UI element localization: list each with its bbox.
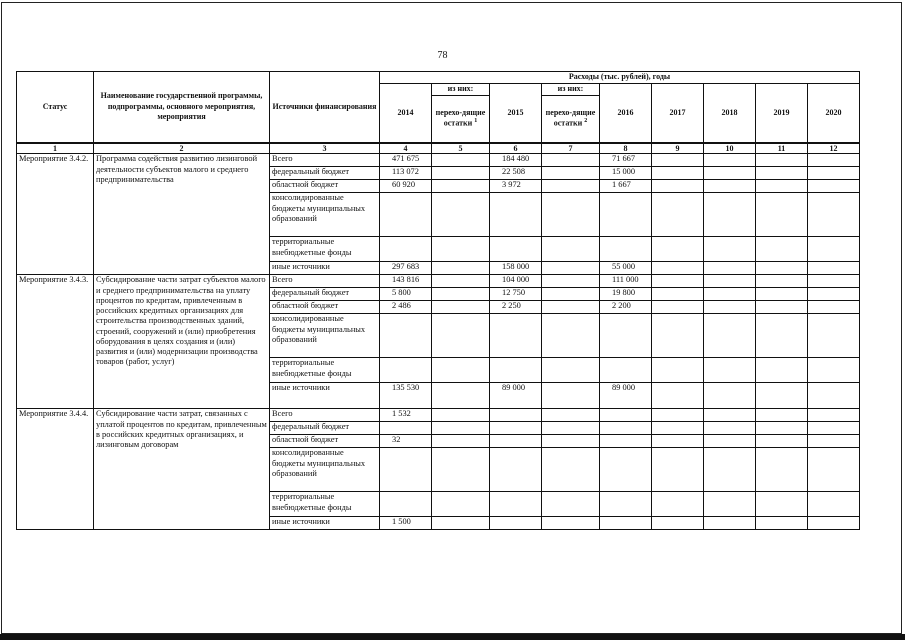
- value-2020: [808, 358, 860, 383]
- value-2014: [380, 422, 432, 435]
- funding-source: федеральный бюджет: [270, 288, 380, 301]
- value-2018: [704, 167, 756, 180]
- scanner-bottom-edge: [0, 634, 905, 640]
- value-2020: [808, 301, 860, 314]
- carryover-2014: [432, 301, 490, 314]
- value-2016: [600, 448, 652, 492]
- value-2015: [490, 237, 542, 262]
- value-2018: [704, 435, 756, 448]
- value-2020: [808, 448, 860, 492]
- carryover-2014: [432, 422, 490, 435]
- carryover-2015: [542, 167, 600, 180]
- value-2020: [808, 288, 860, 301]
- funding-source: территориальные внебюджетные фонды: [270, 237, 380, 262]
- page-number: 78: [437, 50, 448, 61]
- header-carryover-2014: перехо-дящие остатки $^1$: [432, 96, 490, 143]
- value-2020: [808, 435, 860, 448]
- value-2014: 1 500: [380, 517, 432, 530]
- funding-source: иные источники: [270, 262, 380, 275]
- carryover-2014: [432, 180, 490, 193]
- measure-status: Мероприятие 3.4.2.: [17, 154, 94, 275]
- funding-source: Всего: [270, 409, 380, 422]
- carryover-2015: [542, 435, 600, 448]
- table-row: [17, 275, 860, 288]
- value-2017: [652, 435, 704, 448]
- value-2018: [704, 517, 756, 530]
- value-2020: [808, 154, 860, 167]
- header-year-2018: 2018: [704, 84, 756, 143]
- value-2015: [490, 492, 542, 517]
- value-2018: [704, 383, 756, 409]
- value-2015: [490, 435, 542, 448]
- carryover-2015: [542, 448, 600, 492]
- carryover-2015: [542, 180, 600, 193]
- value-2017: [652, 301, 704, 314]
- value-2018: [704, 237, 756, 262]
- value-2017: [652, 409, 704, 422]
- value-2017: [652, 262, 704, 275]
- value-2014: [380, 448, 432, 492]
- value-2014: 297 683: [380, 262, 432, 275]
- value-2020: [808, 409, 860, 422]
- funding-source: консолидированные бюджеты муниципальных образований: [270, 193, 380, 237]
- header-year-2017: 2017: [652, 84, 704, 143]
- funding-source: иные источники: [270, 383, 380, 409]
- header-year-2015: 2015: [490, 84, 542, 143]
- value-2015: 2 250: [490, 301, 542, 314]
- carryover-2015: [542, 288, 600, 301]
- value-2016: 1 667: [600, 180, 652, 193]
- value-2018: [704, 301, 756, 314]
- value-2015: 89 000: [490, 383, 542, 409]
- value-2014: 1 532: [380, 409, 432, 422]
- value-2016: 89 000: [600, 383, 652, 409]
- carryover-2015: [542, 154, 600, 167]
- value-2015: [490, 422, 542, 435]
- value-2017: [652, 422, 704, 435]
- funding-source: Всего: [270, 154, 380, 167]
- value-2014: 135 530: [380, 383, 432, 409]
- carryover-2014: [432, 435, 490, 448]
- carryover-2015: [542, 383, 600, 409]
- value-2020: [808, 517, 860, 530]
- value-2019: [756, 448, 808, 492]
- value-2016: [600, 492, 652, 517]
- measure-name: Программа содействия развитию лизинговой деятельности субъектов малого и среднего предпринимательства: [94, 154, 270, 275]
- value-2019: [756, 435, 808, 448]
- value-2016: 71 667: [600, 154, 652, 167]
- value-2018: [704, 409, 756, 422]
- carryover-2014: [432, 275, 490, 288]
- carryover-2015: [542, 237, 600, 262]
- value-2016: [600, 435, 652, 448]
- value-2018: [704, 358, 756, 383]
- carryover-2015: [542, 517, 600, 530]
- value-2019: [756, 193, 808, 237]
- value-2018: [704, 180, 756, 193]
- value-2016: [600, 422, 652, 435]
- value-2020: [808, 314, 860, 358]
- carryover-2015: [542, 301, 600, 314]
- value-2015: 3 972: [490, 180, 542, 193]
- value-2018: [704, 314, 756, 358]
- value-2016: [600, 358, 652, 383]
- value-2018: [704, 448, 756, 492]
- header-status: Статус: [17, 72, 94, 143]
- value-2016: [600, 237, 652, 262]
- value-2020: [808, 237, 860, 262]
- value-2015: 22 508: [490, 167, 542, 180]
- funding-source: территориальные внебюджетные фонды: [270, 358, 380, 383]
- value-2017: [652, 358, 704, 383]
- value-2017: [652, 448, 704, 492]
- value-2017: [652, 492, 704, 517]
- value-2018: [704, 275, 756, 288]
- funding-source: иные источники: [270, 517, 380, 530]
- value-2018: [704, 492, 756, 517]
- value-2016: [600, 409, 652, 422]
- carryover-2014: [432, 517, 490, 530]
- value-2015: 158 000: [490, 262, 542, 275]
- value-2017: [652, 314, 704, 358]
- carryover-2014: [432, 167, 490, 180]
- value-2017: [652, 154, 704, 167]
- measure-name: Субсидирование части затрат, связанных с уплатой процентов по кредитам, привлеченным в российских кредитных организациях, и лизинговым договорам: [94, 409, 270, 530]
- measure-status: Мероприятие 3.4.4.: [17, 409, 94, 530]
- value-2016: 55 000: [600, 262, 652, 275]
- carryover-2014: [432, 383, 490, 409]
- carryover-2014: [432, 492, 490, 517]
- carryover-2014: [432, 409, 490, 422]
- value-2019: [756, 517, 808, 530]
- value-2014: 60 920: [380, 180, 432, 193]
- carryover-2014: [432, 358, 490, 383]
- value-2019: [756, 314, 808, 358]
- value-2016: [600, 314, 652, 358]
- header-year-2016: 2016: [600, 84, 652, 143]
- value-2014: [380, 193, 432, 237]
- value-2015: 184 480: [490, 154, 542, 167]
- carryover-2014: [432, 314, 490, 358]
- header-of-which-2014: из них:: [432, 84, 490, 96]
- value-2017: [652, 288, 704, 301]
- value-2017: [652, 180, 704, 193]
- table-row: [17, 409, 860, 422]
- value-2020: [808, 262, 860, 275]
- value-2016: 15 000: [600, 167, 652, 180]
- value-2016: [600, 517, 652, 530]
- value-2018: [704, 288, 756, 301]
- value-2015: [490, 409, 542, 422]
- header-sources: Источники финансирования: [270, 72, 380, 143]
- value-2014: 471 675: [380, 154, 432, 167]
- value-2019: [756, 422, 808, 435]
- value-2014: 32: [380, 435, 432, 448]
- value-2019: [756, 301, 808, 314]
- funding-source: консолидированные бюджеты муниципальных образований: [270, 448, 380, 492]
- column-numbers-row: 1 2 3 4 5 6 7 8 9 10 11 12: [17, 143, 860, 154]
- value-2014: 113 072: [380, 167, 432, 180]
- value-2015: [490, 314, 542, 358]
- carryover-2015: [542, 492, 600, 517]
- carryover-2015: [542, 193, 600, 237]
- value-2019: [756, 237, 808, 262]
- value-2019: [756, 358, 808, 383]
- value-2018: [704, 262, 756, 275]
- measure-name: Субсидирование части затрат субъектов малого и среднего предпринимательства на уплату процентов по кредитам, привлеченным в российских кредитных организациях для строительства производственных зданий, строений, сооружений и (или) приобретения оборудования в целях создания и (или) развития и (или) модернизации производства товаров (работ, услуг): [94, 275, 270, 409]
- carryover-2014: [432, 193, 490, 237]
- header-expenses: Расходы (тыс. рублей), годы: [380, 72, 860, 84]
- value-2016: [600, 193, 652, 237]
- value-2019: [756, 409, 808, 422]
- funding-source: Всего: [270, 275, 380, 288]
- value-2015: [490, 193, 542, 237]
- carryover-2015: [542, 422, 600, 435]
- carryover-2014: [432, 262, 490, 275]
- value-2017: [652, 383, 704, 409]
- value-2014: [380, 492, 432, 517]
- value-2020: [808, 167, 860, 180]
- financing-table: [16, 71, 860, 530]
- value-2014: [380, 237, 432, 262]
- value-2014: 5 800: [380, 288, 432, 301]
- carryover-2014: [432, 154, 490, 167]
- header-of-which-2015: из них:: [542, 84, 600, 96]
- value-2019: [756, 180, 808, 193]
- value-2016: 19 800: [600, 288, 652, 301]
- value-2016: 111 000: [600, 275, 652, 288]
- value-2014: [380, 314, 432, 358]
- value-2015: [490, 517, 542, 530]
- table-row: [17, 154, 860, 167]
- value-2019: [756, 383, 808, 409]
- header-year-2014: 2014: [380, 84, 432, 143]
- value-2020: [808, 275, 860, 288]
- value-2017: [652, 193, 704, 237]
- value-2018: [704, 154, 756, 167]
- carryover-2015: [542, 358, 600, 383]
- value-2018: [704, 422, 756, 435]
- value-2015: 104 000: [490, 275, 542, 288]
- carryover-2014: [432, 448, 490, 492]
- value-2014: 2 486: [380, 301, 432, 314]
- value-2014: [380, 358, 432, 383]
- value-2016: 2 200: [600, 301, 652, 314]
- value-2017: [652, 517, 704, 530]
- funding-source: областной бюджет: [270, 180, 380, 193]
- value-2020: [808, 492, 860, 517]
- carryover-2015: [542, 275, 600, 288]
- value-2017: [652, 275, 704, 288]
- carryover-2014: [432, 237, 490, 262]
- value-2017: [652, 237, 704, 262]
- value-2014: 143 816: [380, 275, 432, 288]
- value-2018: [704, 193, 756, 237]
- value-2015: 12 750: [490, 288, 542, 301]
- value-2020: [808, 193, 860, 237]
- header-name: Наименование государственной программы, подпрограммы, основного мероприятия, мероприятия: [94, 72, 270, 143]
- value-2019: [756, 288, 808, 301]
- funding-source: консолидированные бюджеты муниципальных образований: [270, 314, 380, 358]
- value-2019: [756, 492, 808, 517]
- funding-source: федеральный бюджет: [270, 167, 380, 180]
- carryover-2015: [542, 314, 600, 358]
- funding-source: федеральный бюджет: [270, 422, 380, 435]
- value-2019: [756, 167, 808, 180]
- value-2019: [756, 275, 808, 288]
- value-2019: [756, 262, 808, 275]
- value-2015: [490, 358, 542, 383]
- funding-source: областной бюджет: [270, 301, 380, 314]
- funding-source: территориальные внебюджетные фонды: [270, 492, 380, 517]
- value-2017: [652, 167, 704, 180]
- funding-source: областной бюджет: [270, 435, 380, 448]
- measure-status: Мероприятие 3.4.3.: [17, 275, 94, 409]
- carryover-2014: [432, 288, 490, 301]
- header-year-2020: 2020: [808, 84, 860, 143]
- value-2020: [808, 180, 860, 193]
- header-year-2019: 2019: [756, 84, 808, 143]
- value-2020: [808, 422, 860, 435]
- value-2019: [756, 154, 808, 167]
- value-2020: [808, 383, 860, 409]
- carryover-2015: [542, 409, 600, 422]
- header-carryover-2015: перехо-дящие остатки $^2$: [542, 96, 600, 143]
- carryover-2015: [542, 262, 600, 275]
- value-2015: [490, 448, 542, 492]
